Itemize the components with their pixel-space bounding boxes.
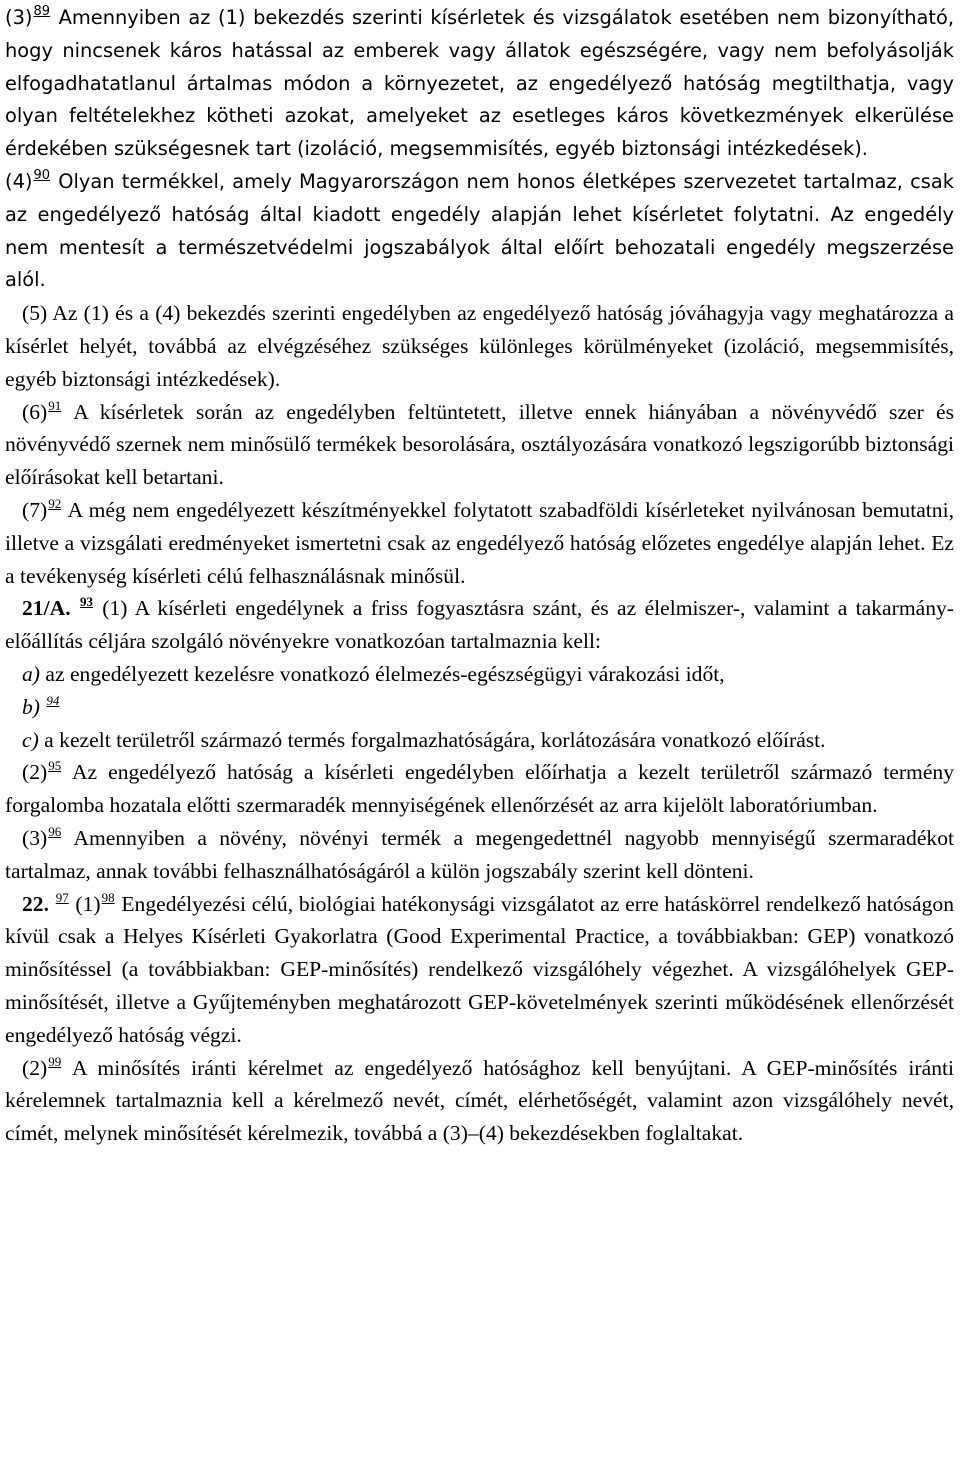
paragraph-text: Az engedélyező hatóság a kísérleti engedélyben előírhatja a kezelt területről származó termény forgalomba hozatala előtti szermaradék mennyiségének ellenőrzését az arra kijelölt laboratóriumban.	[5, 760, 954, 818]
paragraph-label: (6)	[22, 399, 48, 424]
list-letter: a)	[22, 661, 40, 686]
paragraph-text: (1) A kísérleti engedélynek a friss fogyasztásra szánt, és az élelmiszer-, valamint a takarmány-előállítás céljára szolgáló növényekre vonatkozóan tartalmaznia kell:	[5, 596, 954, 654]
paragraph-text: Amennyiben a növény, növényi termék a megengedettnél nagyobb mennyiségű szermaradékot tartalmaz, annak további felhasználhatóságáról a külön jogszabály szerint kell dönteni.	[5, 825, 954, 883]
paragraph-label: (2)	[22, 760, 48, 785]
paragraph-label: (7)	[22, 497, 48, 522]
paragraph-text: (5) Az (1) és a (4) bekezdés szerinti engedélyben az engedélyező hatóság jóváhagyja vagy meghatározza a kísérlet helyét, továbbá az elvégzéséhez szükséges különleges körülményeket (izoláció, megsemmisítés, egyéb biztonsági intézkedések).	[5, 301, 954, 391]
paragraph-5-section-21	[5, 297, 954, 395]
footnote-ref-96[interactable]: 96	[48, 823, 62, 839]
list-item-c	[5, 724, 954, 757]
footnote-ref-93[interactable]: 93	[79, 594, 93, 610]
footnote-ref-99[interactable]: 99	[48, 1053, 62, 1069]
paragraph-text: Olyan termékkel, amely Magyarországon nem honos életképes szervezetet tartalmaz, csak az engedélyező hatóság által kiadott engedély alapján lehet kísérletet folytatni. Az engedély nem mentesít a természetvédelmi jogszabályok által előírt behozatali engedély megszerzése alól.	[5, 169, 954, 292]
section-22-paragraph-2	[5, 1052, 954, 1150]
paragraph-text: Engedélyezési célú, biológiai hatékonysági vizsgálatot az erre hatáskörrel rendelkező hatóságon kívül csak a Helyes Kísérleti Gyakorlatra (Good Experimental Practice, a továbbiakban: GEP) vonatkozó minősítéssel (a továbbiakban: GEP-minősítés) rendelkező vizsgálóhely végezhet. A vizsgálóhelyek GEP-minősítését, illetve a Gyűjteményben meghatározott GEP-követelmények szerinti működésének ellenőrzését engedélyező hatóság végzi.	[5, 891, 955, 1047]
paragraph-text: Amennyiben az (1) bekezdés szerinti kísérletek és vizsgálatok esetében nem bizonyítható, hogy nincsenek káros hatással az emberek vagy állatok egészségére, vagy nem befolyásolják elfogadhatatlanul ártalmas módon a környezetet, az engedélyező hatóság megtilthatja, vagy olyan feltételekhez kötheti azokat, amelyeket az esetleges káros következmények elkerülése érdekében szükségesnek tart (izoláció, megsemmisítés, egyéb biztonsági intézkedések).	[5, 6, 954, 161]
paragraph-label: (2)	[22, 1055, 48, 1080]
paragraph-label: (4)	[5, 169, 33, 193]
list-item-b	[5, 691, 954, 724]
list-letter: b)	[22, 694, 40, 719]
list-letter: c)	[22, 727, 39, 752]
section-21a-paragraph-3	[5, 822, 954, 888]
paragraph-4-section-21	[5, 166, 954, 297]
paragraph-7-section-21	[5, 494, 954, 592]
paragraph-text: A minősítés iránti kérelmet az engedélyező hatósághoz kell benyújtani. A GEP-minősítés iránti kérelemnek tartalmaznia kell a kérelmező nevét, címét, elérhetőségét, valamint azon vizsgálóhely nevét, címét, melynek minősítését kérelmezik, továbbá a (3)–(4) bekezdésekben foglaltakat.	[5, 1055, 954, 1146]
section-number: 21/A.	[22, 596, 71, 621]
paragraph-3-section-21	[5, 2, 954, 166]
paragraph-text: A kísérletek során az engedélyben feltüntetett, illetve ennek hiányában a növényvédő szer és növényvédő szernek nem minősülő termékek besorolására, osztályozására vonatkozó legszigorúbb biztonsági előírásokat kell betartani.	[5, 399, 954, 490]
footnote-ref-98[interactable]: 98	[101, 889, 115, 905]
paragraph-label: (1)	[69, 891, 101, 916]
list-text: a kezelt területről származó termés forgalmazhatóságára, korlátozására vonatkozó előírást.	[38, 727, 826, 752]
section-21a-paragraph-2	[5, 756, 954, 822]
paragraph-label: (3)	[22, 825, 48, 850]
list-item-a	[5, 658, 954, 691]
section-21a-paragraph-1	[5, 592, 954, 658]
footnote-ref-94[interactable]: 94	[46, 692, 60, 708]
section-number: 22.	[22, 891, 49, 916]
footnote-ref-89[interactable]: 89	[33, 4, 51, 19]
section-22-paragraph-1	[5, 888, 954, 1052]
footnote-ref-97[interactable]: 97	[55, 889, 69, 905]
paragraph-text: A még nem engedélyezett készítményekkel folytatott szabadföldi kísérleteket nyilvánosan bemutatni, illetve a vizsgálati eredményeket ismertetni csak az engedélyező hatóság előzetes engedélye alapján lehet. Ez a tevékenység kísérleti célú felhasználásnak minősül.	[5, 497, 954, 588]
footnote-ref-90[interactable]: 90	[33, 167, 51, 183]
footnote-ref-95[interactable]: 95	[48, 758, 62, 774]
paragraph-label: (3)	[5, 6, 33, 29]
footnote-ref-92[interactable]: 92	[48, 495, 62, 511]
paragraph-6-section-21	[5, 396, 954, 494]
footnote-ref-91[interactable]: 91	[48, 397, 62, 413]
list-text: az engedélyezett kezelésre vonatkozó élelmezés-egészségügyi várakozási időt,	[40, 661, 725, 686]
